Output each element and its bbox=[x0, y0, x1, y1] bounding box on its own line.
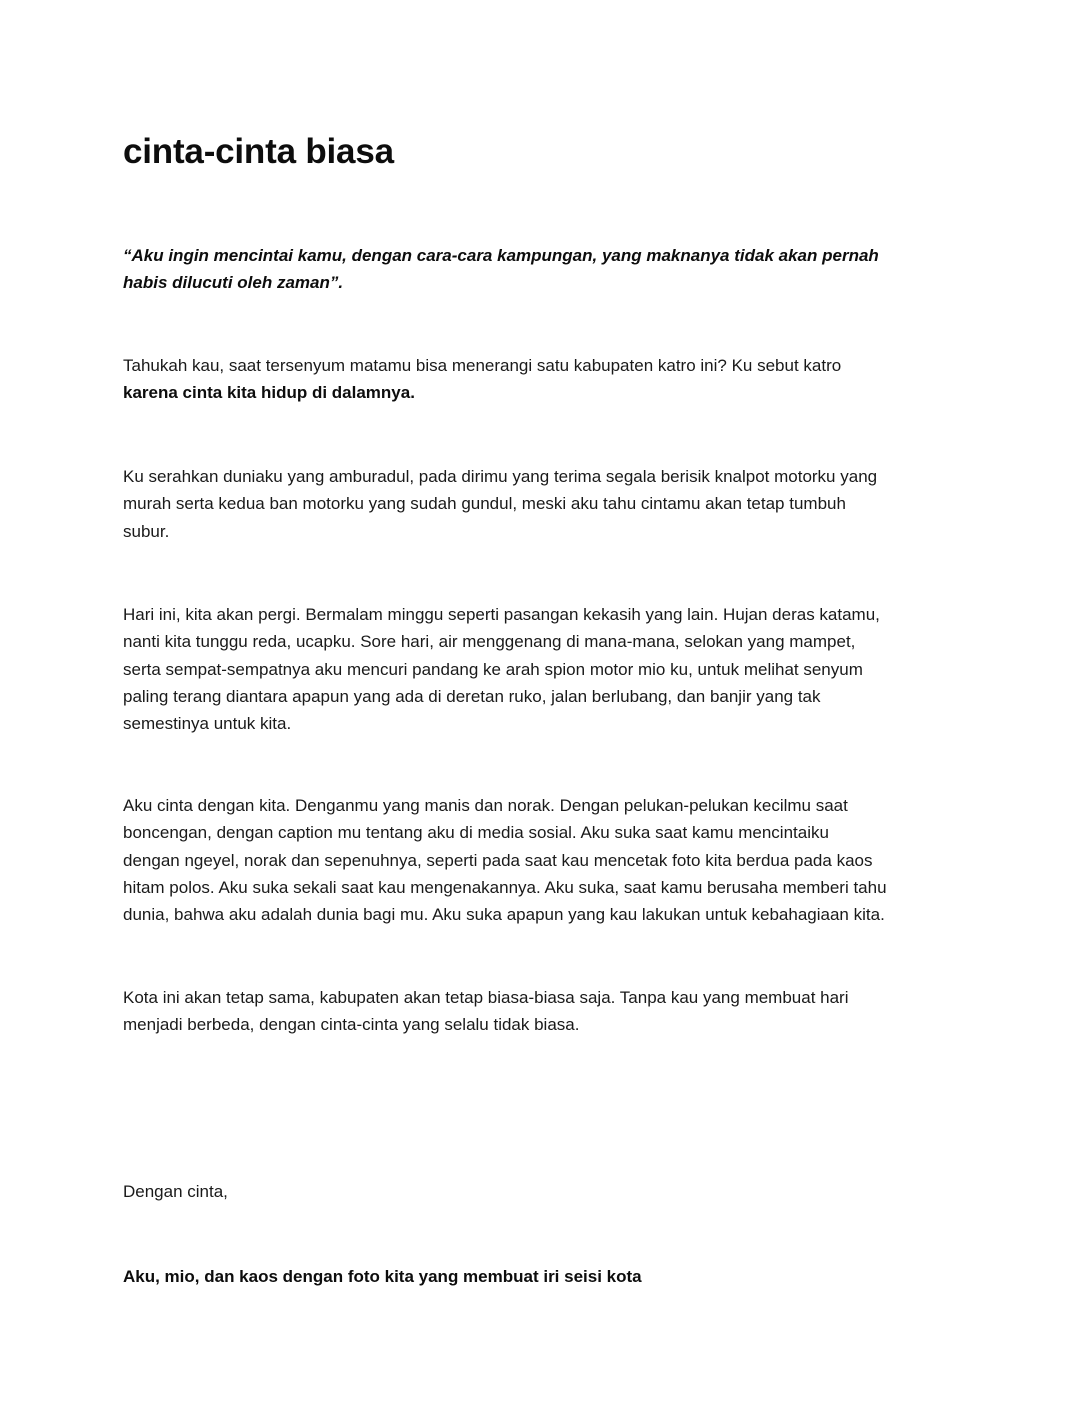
paragraph-line: subur. bbox=[123, 521, 170, 541]
paragraph-line: menjadi berbeda, dengan cinta-cinta yang selalu tidak biasa. bbox=[123, 1015, 580, 1035]
paragraph-line: Ku serahkan duniaku yang amburadul, pada dirimu yang terima segala berisik knalpot motorku yang bbox=[123, 467, 878, 486]
document-title: cinta-cinta biasa bbox=[123, 132, 394, 171]
paragraph-line: Kota ini akan tetap sama, kabupaten akan tetap biasa-biasa saja. Tanpa kau yang membuat hari bbox=[123, 988, 849, 1007]
paragraph-3 bbox=[123, 601, 963, 737]
paragraph-line: paling terang diantara apapun yang ada di deretan ruko, jalan berlubang, dan banjir yang tak bbox=[123, 686, 821, 706]
paragraph-line: Hari ini, kita akan pergi. Bermalam minggu seperti pasangan kekasih yang lain. Hujan deras katamu, bbox=[123, 605, 880, 624]
paragraph-bold-line: karena cinta kita hidup di dalamnya. bbox=[123, 383, 415, 403]
paragraph-line: nanti kita tunggu reda, ucapku. Sore hari, air menggenang di mana-mana, selokan yang mampet, bbox=[123, 632, 856, 652]
signature-line: Aku, mio, dan kaos dengan foto kita yang membuat iri seisi kota bbox=[123, 1267, 642, 1286]
closing-line: Dengan cinta, bbox=[123, 1182, 228, 1201]
quote-line: “Aku ingin mencintai kamu, dengan cara-cara kampungan, yang maknanya tidak akan pernah bbox=[123, 246, 879, 265]
paragraph-1 bbox=[123, 352, 963, 407]
paragraph-4 bbox=[123, 792, 963, 928]
paragraph-2 bbox=[123, 463, 963, 545]
paragraph-line: dengan ngeyel, norak dan sepenuhnya, seperti pada saat kau mencetak foto kita berdua pada kaos bbox=[123, 850, 873, 870]
paragraph-line: semestinya untuk kita. bbox=[123, 714, 292, 734]
opening-quote bbox=[123, 242, 963, 297]
paragraph-line: serta sempat-sempatnya aku mencuri pandang ke arah spion motor mio ku, untuk melihat senyum bbox=[123, 659, 863, 679]
quote-line: habis dilucuti oleh zaman”. bbox=[123, 273, 344, 293]
paragraph-5 bbox=[123, 984, 963, 1039]
paragraph-line: boncengan, dengan caption mu tentang aku di media sosial. Aku suka saat kamu mencintaiku bbox=[123, 823, 829, 843]
paragraph-line: Aku cinta dengan kita. Denganmu yang manis dan norak. Dengan pelukan-pelukan kecilmu saat bbox=[123, 796, 848, 815]
paragraph-line: dunia, bahwa aku adalah dunia bagi mu. Aku suka apapun yang kau lakukan untuk kebahagiaan kita. bbox=[123, 905, 885, 925]
paragraph-line: murah serta kedua ban motorku yang sudah gundul, meski aku tahu cintamu akan tetap tumbuh bbox=[123, 494, 846, 514]
paragraph-line: Tahukah kau, saat tersenyum matamu bisa menerangi satu kabupaten katro ini? Ku sebut katro bbox=[123, 356, 842, 375]
paragraph-line: hitam polos. Aku suka sekali saat kau mengenakannya. Aku suka, saat kamu berusaha memberi tahu bbox=[123, 877, 887, 897]
